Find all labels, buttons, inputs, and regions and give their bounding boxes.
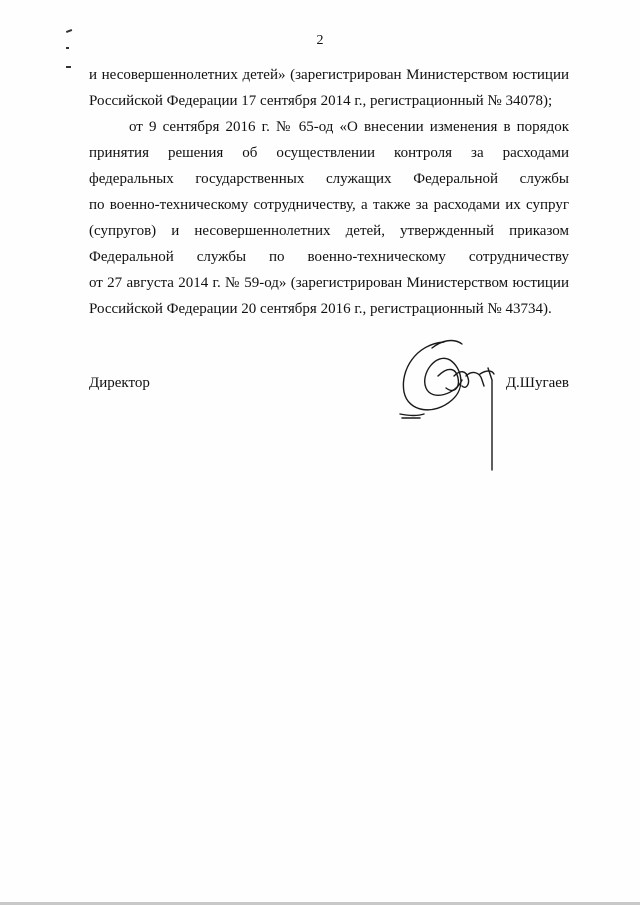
handwritten-signature-icon <box>396 330 506 490</box>
text-line: Российской Федерации 20 сентября 2016 г., регистрационный № 43734). <box>89 301 552 317</box>
body-text <box>89 62 569 322</box>
text-line: от 9 сентября 2016 г. № 65-од «О внесении изменения в порядок <box>129 119 569 135</box>
margin-mark <box>66 29 72 32</box>
text-line: принятия решения об осуществлении контроля за расходами <box>89 145 569 161</box>
text-line: по военно-техническому сотрудничеству, а также за расходами их супруг <box>89 197 569 213</box>
signer-name: Д.Шугаев <box>505 375 569 391</box>
text-line: федеральных государственных служащих Федеральной службы <box>89 171 569 187</box>
margin-mark <box>66 66 71 68</box>
page-number: 2 <box>316 33 324 48</box>
text-line: Российской Федерации 17 сентября 2014 г., регистрационный № 34078); <box>89 93 553 109</box>
text-line: от 27 августа 2014 г. № 59-од» (зарегистрирован Министерством юстиции <box>89 275 569 291</box>
position-title: Директор <box>89 375 150 391</box>
text-line: и несовершеннолетних детей» (зарегистрирован Министерством юстиции <box>89 67 569 83</box>
text-line: (супругов) и несовершеннолетних детей, утвержденный приказом <box>89 223 569 239</box>
text-line: Федеральной службы по военно-техническому сотрудничеству <box>89 249 569 265</box>
margin-marks <box>66 22 80 82</box>
